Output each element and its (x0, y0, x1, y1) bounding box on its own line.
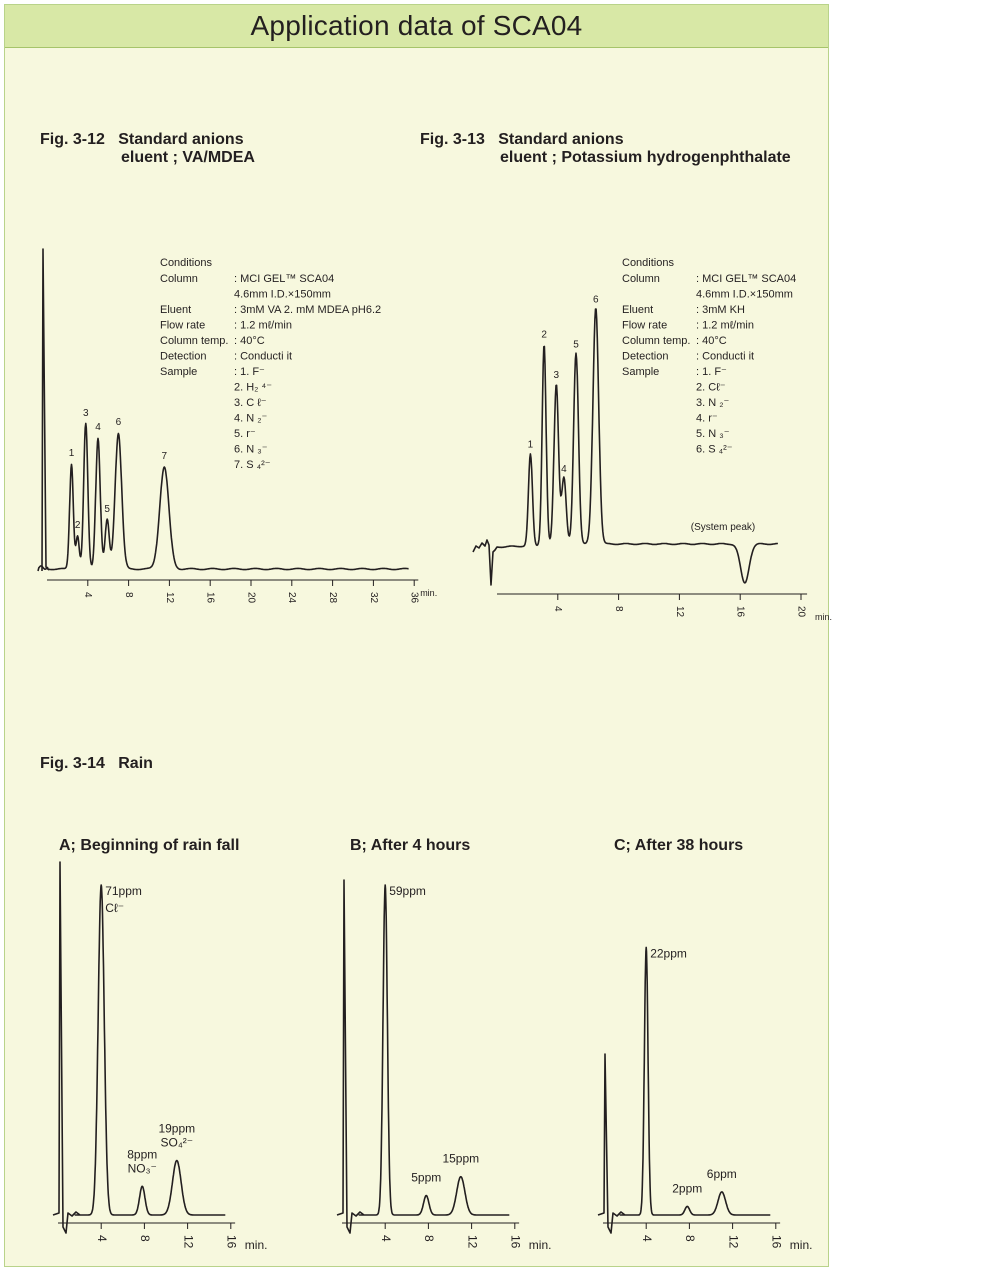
rain-c-tick-label: 16 (769, 1235, 784, 1249)
rain-a-tick-label: 4 (95, 1235, 110, 1242)
fig-3-12-condition-key: Eluent (160, 304, 192, 316)
fig-3-13-condition-value: : 1.2 mℓ/min (696, 319, 754, 332)
rain-a-peak-label: 71ppm (105, 884, 142, 898)
fig-3-13-condition-key: Column (622, 273, 660, 285)
rain-b-tick-label: 8 (422, 1235, 437, 1242)
rain-c-peak-label: 22ppm (650, 946, 687, 961)
rain-c-peak-label: 6ppm (706, 1166, 737, 1181)
fig-3-13-condition-value: : 40°C (696, 335, 727, 347)
fig-3-12-condition-value: 7. S ₄²⁻ (234, 459, 271, 471)
fig-3-12-tick-label: 16 (204, 592, 216, 604)
fig-3-13-tick-label: 20 (795, 606, 807, 618)
fig-3-12-unit-label: min. (420, 588, 438, 598)
fig-3-12-title: Fig. 3-12 Standard anions (40, 131, 244, 148)
fig-3-12-peak-label: 7 (161, 451, 168, 462)
fig-3-12-tick-label: 8 (122, 592, 134, 598)
fig-3-12-condition-value: 3. C ℓ⁻ (234, 397, 267, 409)
fig-3-12-tick-label: 20 (245, 592, 257, 604)
fig-3-12-condition-key: Detection (160, 350, 207, 363)
rain-c-unit-label: min. (789, 1238, 813, 1252)
fig-3-12-condition-value: : MCI GEL™ SCA04 (234, 273, 335, 285)
fig-3-13-condition-value: : Conducti it (696, 350, 755, 363)
rain-a-peak-label: NO₃⁻ (127, 1161, 157, 1176)
rain-a-tick-label: 12 (181, 1235, 196, 1249)
fig-3-13-condition-value: : MCI GEL™ SCA04 (696, 273, 797, 285)
fig-3-12-peak-label: 1 (68, 448, 75, 459)
fig-3-13-condition-key: Detection (622, 350, 669, 363)
rain-a-peak-label: SO₄²⁻ (160, 1135, 194, 1150)
fig-3-12-peak-label: 6 (115, 417, 122, 428)
fig-3-12-condition-value: 4. N ₂⁻ (234, 412, 268, 425)
fig-3-13-title: Fig. 3-13 Standard anions (420, 131, 624, 148)
rain-a-peak-label: 8ppm (127, 1147, 158, 1162)
rain-c-tick-label: 8 (683, 1235, 698, 1242)
rain-a-tick-label: 16 (224, 1235, 239, 1249)
fig-3-13-tick-label: 8 (612, 606, 624, 612)
fig-3-12-subtitle: eluent ; VA/MDEA (121, 149, 255, 166)
rain-b-peak-label: 59ppm (389, 884, 426, 898)
fig-3-12-tick-label: 4 (82, 592, 94, 598)
fig-3-12-condition-key: Flow rate (160, 319, 206, 332)
rain-caption-b: B; After 4 hours (350, 837, 471, 854)
fig-3-13-peak-label: 1 (527, 439, 534, 451)
fig-3-12-condition-value: : 40°C (234, 335, 265, 347)
rain-b-peak-label: 5ppm (411, 1170, 442, 1185)
fig-3-13-condition-value: : 3mM KH (696, 304, 745, 316)
fig-3-12-condition-value: : Conducti it (234, 350, 293, 363)
fig-3-13-condition-value: 4. r⁻ (696, 412, 718, 425)
fig-3-13-peak-label: 4 (561, 463, 567, 475)
fig-3-12-tick-label: 12 (163, 592, 175, 604)
page-title: Application data of SCA04 (250, 10, 583, 41)
fig-3-13-subtitle: eluent ; Potassium hydrogenphthalate (500, 149, 791, 166)
rain-c-tick-label: 12 (726, 1235, 741, 1249)
fig-3-13-unit-label: min. (815, 612, 833, 622)
fig-3-12-solvent-front (42, 249, 49, 571)
fig-3-13-condition-value: 3. N ₂⁻ (696, 397, 730, 409)
fig-3-12-conditions-heading: Conditions (160, 257, 212, 269)
rain-a-trace (53, 862, 225, 1233)
fig-3-13-condition-value: : 1. F⁻ (696, 366, 727, 378)
rain-b-tick-label: 12 (465, 1235, 480, 1249)
rain-a-tick-label: 8 (138, 1235, 153, 1242)
fig-3-12-peak-label: 5 (104, 504, 110, 515)
fig-3-13-tick-label: 4 (552, 606, 564, 612)
fig-3-12-condition-value: : 1. F⁻ (234, 366, 265, 378)
fig-3-12-tick-label: 36 (408, 592, 420, 604)
rain-c-tick-label: 4 (640, 1235, 655, 1242)
fig-3-12-peak-label: 3 (82, 408, 89, 419)
fig-3-12-condition-value: 5. r⁻ (234, 428, 256, 440)
fig-3-12-tick-label: 32 (367, 592, 379, 604)
fig-3-13-peak-label: 2 (541, 329, 547, 341)
rain-a-peak-label: 19ppm (158, 1121, 196, 1136)
rain-caption-a: A; Beginning of rain fall (59, 837, 240, 854)
rain-b-tick-label: 16 (508, 1235, 523, 1249)
rain-b-peak-label: 15ppm (442, 1151, 480, 1166)
rain-b-tick-label: 4 (379, 1235, 394, 1242)
fig-3-13-condition-value: 5. N ₃⁻ (696, 428, 730, 440)
fig-3-13-peak-label: 3 (553, 369, 560, 381)
fig-3-12-tick-label: 28 (326, 592, 338, 604)
fig-3-12-condition-value: 4.6mm I.D.×150mm (234, 288, 331, 301)
fig-3-13-condition-key: Flow rate (622, 319, 668, 332)
fig-3-13-condition-key: Eluent (622, 304, 654, 316)
fig-3-12-condition-key: Column (160, 273, 198, 285)
fig-3-12-tick-label: 24 (286, 592, 298, 604)
rain-caption-c: C; After 38 hours (614, 837, 744, 854)
fig-3-12-condition-key: Column temp. (160, 335, 229, 347)
fig-3-13-condition-value: 2. Cℓ⁻ (696, 381, 726, 394)
fig-3-13-condition-key: Column temp. (622, 335, 691, 347)
fig-3-12-condition-value: : 3mM VA 2. mM MDEA pH6.2 (234, 304, 382, 316)
fig-3-13-system-peak-label: (System peak) (690, 522, 756, 533)
fig-3-12-peak-label: 4 (95, 422, 101, 433)
fig-3-13-tick-label: 16 (734, 606, 746, 618)
fig-3-12-condition-key: Sample (160, 366, 198, 378)
fig-3-13-peak-label: 6 (593, 294, 599, 306)
fig-3-12-peak-label: 2 (74, 520, 81, 531)
fig-3-13-condition-value: 4.6mm I.D.×150mm (696, 288, 793, 301)
fig-3-12-condition-value: : 1.2 mℓ/min (234, 319, 292, 332)
rain-a-peak-label: Cℓ⁻ (105, 901, 125, 915)
fig-3-12-condition-value: 2. H₂ ⁴⁻ (234, 381, 273, 394)
fig-3-13-condition-value: 6. S ₄²⁻ (696, 443, 733, 456)
rain-a-unit-label: min. (244, 1238, 268, 1252)
fig-3-13-condition-key: Sample (622, 366, 660, 378)
rain-b-unit-label: min. (528, 1238, 552, 1252)
fig-3-13-peak-label: 5 (573, 339, 579, 351)
fig-3-13-tick-label: 12 (673, 606, 685, 618)
rain-c-peak-label: 2ppm (672, 1181, 703, 1196)
fig-3-12-trace (38, 423, 409, 571)
fig-3-12-condition-value: 6. N ₃⁻ (234, 443, 268, 456)
fig-3-14-title: Fig. 3-14 Rain (40, 755, 153, 772)
fig-3-13-conditions-heading: Conditions (622, 257, 674, 269)
